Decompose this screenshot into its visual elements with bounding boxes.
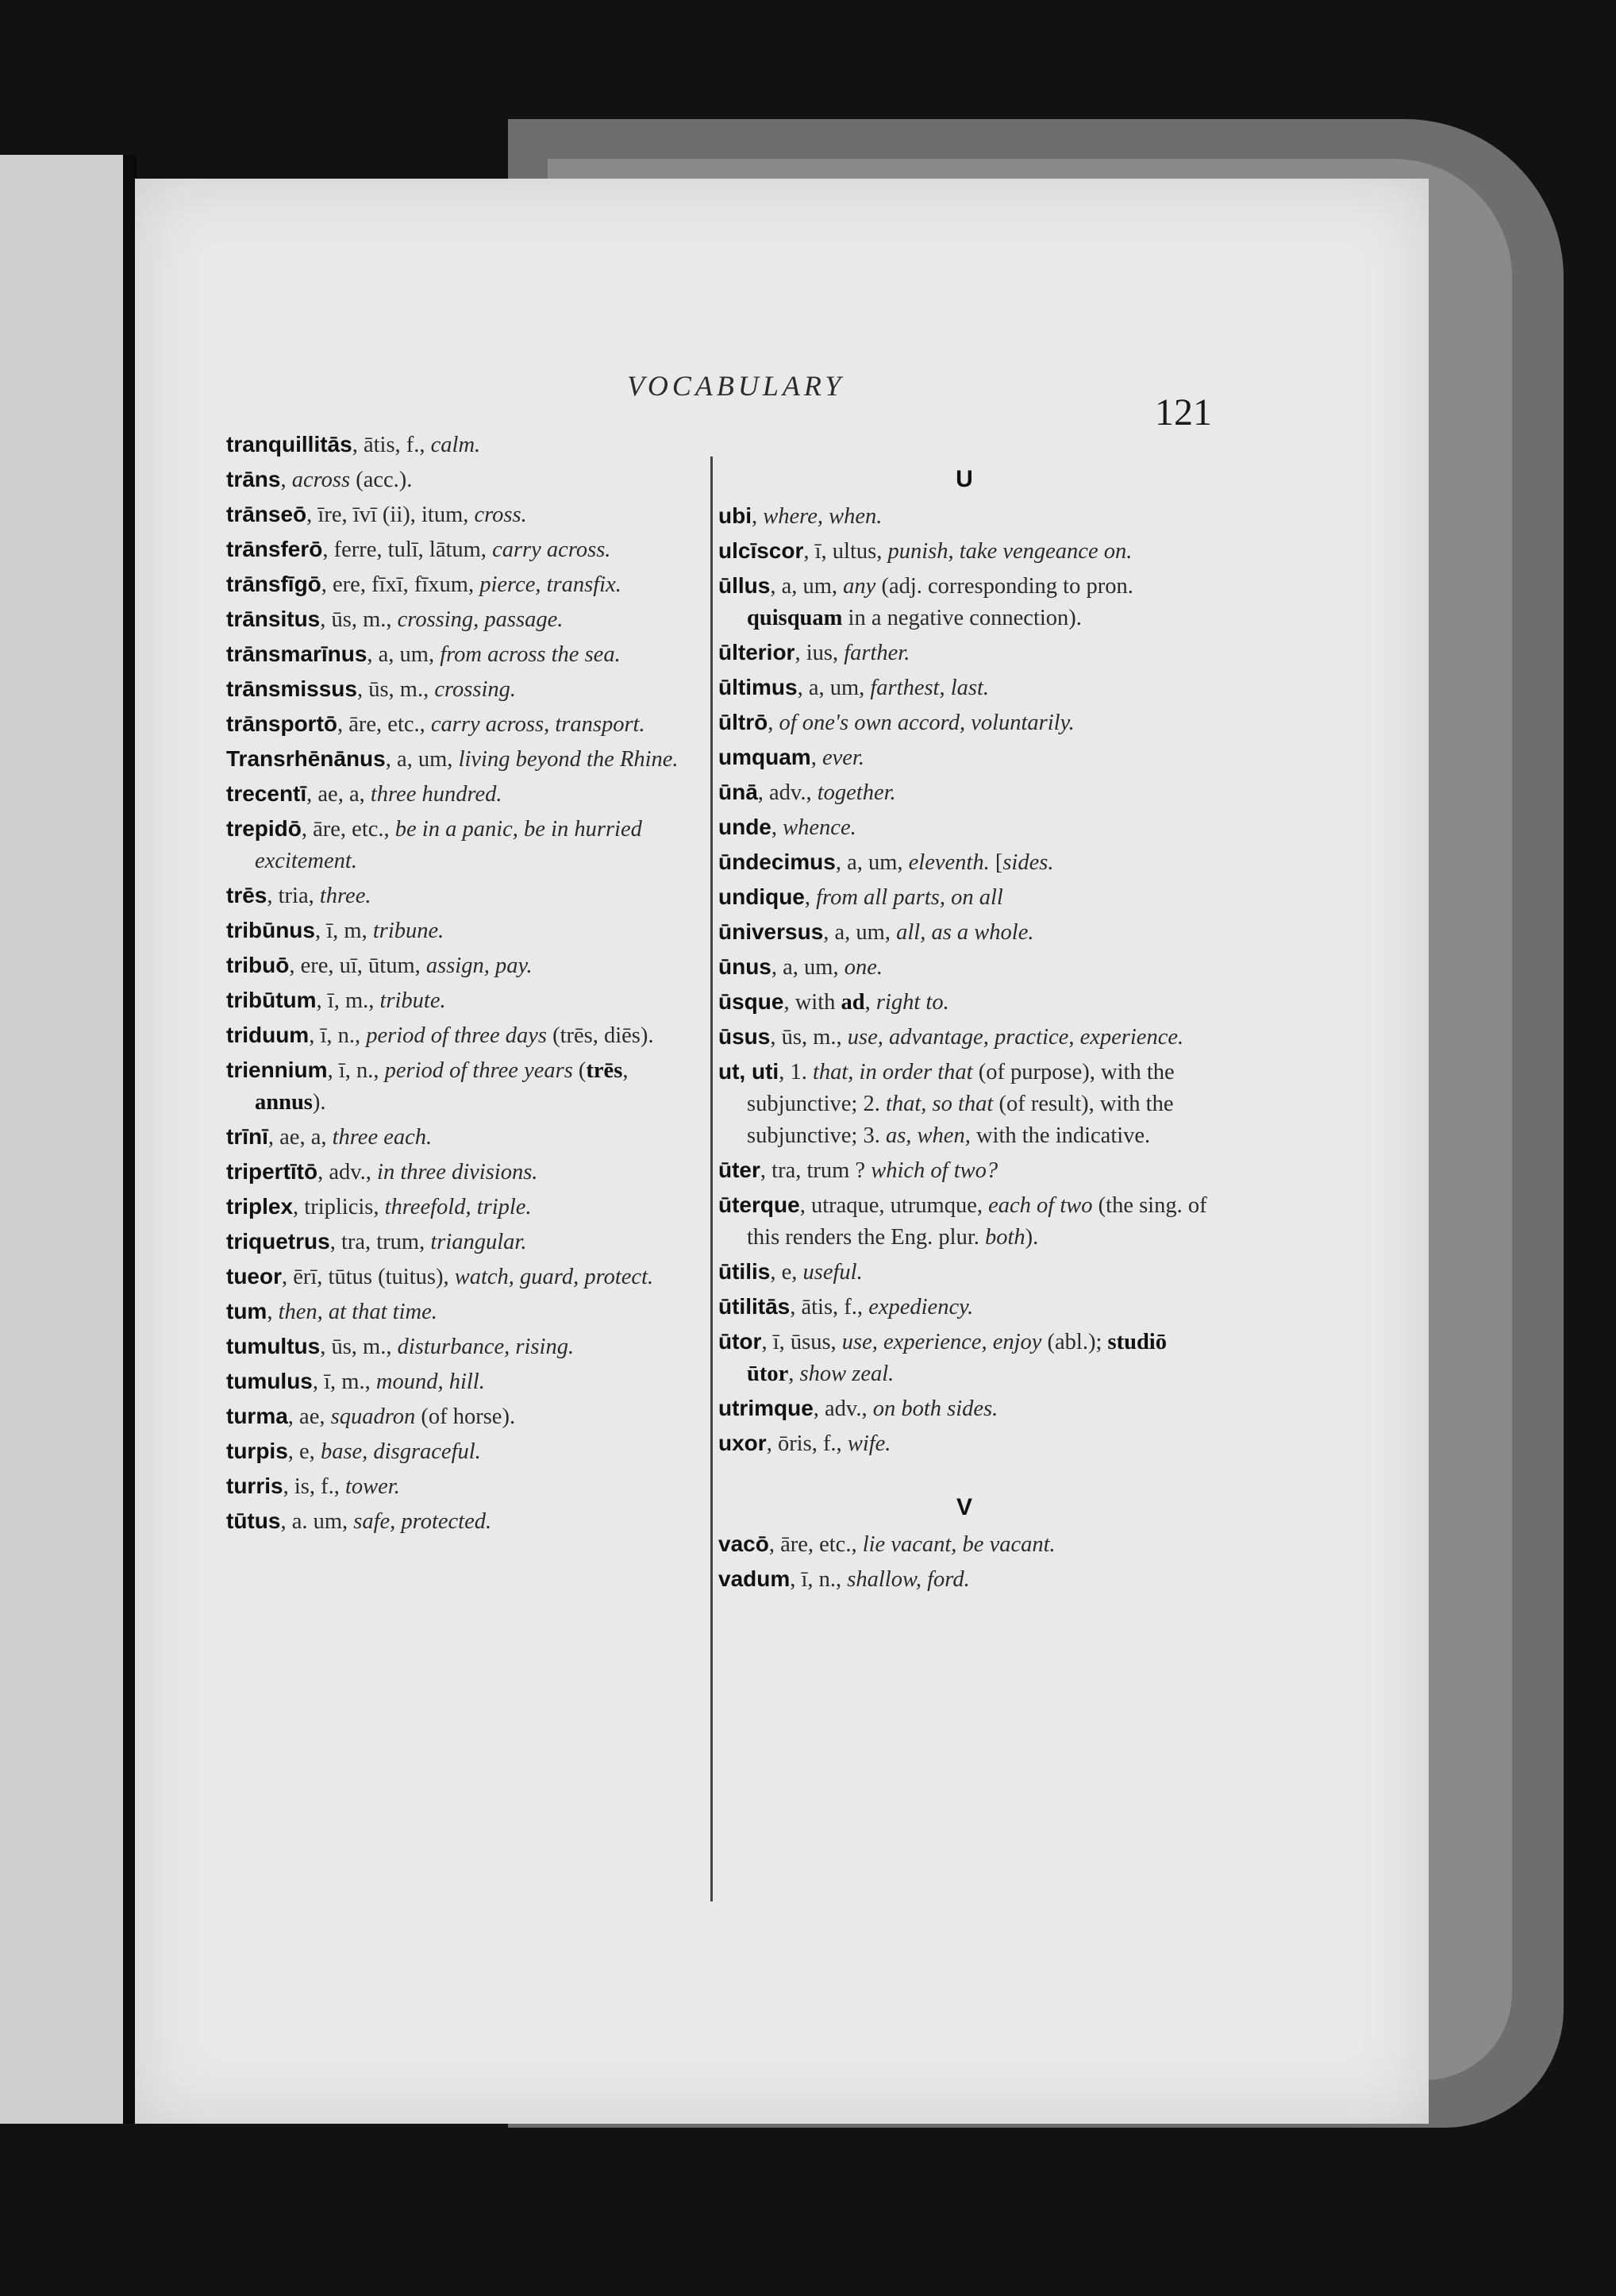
definition-text: from all parts, on all [816,885,1003,910]
definition-text: that, so that [885,1092,994,1116]
right-column [718,460,1210,1598]
headword: ūterque [718,1192,800,1217]
definition-text: wife. [847,1431,891,1456]
definition-text: mound, hill. [375,1370,485,1394]
headword: ūlterior [718,640,795,665]
grammar-text: with the indicative. [970,1123,1151,1148]
vocabulary-entry [718,707,1210,739]
definition-text: one. [844,955,883,980]
headword: triennium [226,1057,328,1082]
vocabulary-entry [226,534,702,566]
definition-text: from across the sea. [440,642,621,667]
vocabulary-entry [226,1296,702,1328]
definition-text: three each. [332,1125,433,1150]
vocabulary-entry [226,568,702,601]
vocabulary-entry [226,1470,702,1503]
headword: ūtor [718,1329,762,1354]
definition-text: as, when, [885,1123,971,1148]
headword: unde [718,815,771,839]
definition-text: on both sides. [872,1396,998,1421]
latin-reference: ad [841,990,865,1015]
vocabulary-entry [718,1154,1210,1187]
definition-text: watch, guard, protect. [454,1265,654,1289]
grammar-text: , ī, ūsus, [761,1330,842,1354]
vocabulary-entry [226,1435,702,1468]
headword: ubi [718,503,752,528]
grammar-text: , a, um, [367,642,441,667]
headword: trepidō [226,816,302,841]
definition-text: three. [319,884,371,908]
grammar-text: , ī, ultus, [803,539,888,564]
headword: triquetrus [226,1229,330,1254]
headword: ūllus [718,573,771,598]
grammar-text: , a. um, [280,1509,354,1534]
headword: trēs [226,883,267,907]
vocabulary-entry [226,1019,702,1052]
definition-text: tribute. [379,988,446,1013]
definition-text: which of two? [871,1158,998,1183]
definition-text: ever. [821,745,864,770]
definition-text: where, when. [763,504,883,529]
grammar-text: , ērī, tūtus (tuitus), [282,1265,455,1289]
vocabulary-entry [226,499,702,531]
headword: tribuō [226,953,290,977]
definition-text: each of two [988,1193,1093,1218]
definition-text: threefold, triple. [384,1195,532,1219]
grammar-text: , [752,504,764,529]
grammar-text: , ī, m, [315,919,373,943]
vocabulary-entry [226,1226,702,1258]
vocabulary-entry [718,881,1210,914]
definition-text: shallow, ford. [847,1567,970,1592]
vocabulary-entry [226,1331,702,1363]
grammar-text: ). [1025,1225,1039,1250]
grammar-text: , with [783,990,841,1015]
definition-text: pierce, transfix. [479,572,621,597]
vocabulary-entry [226,1121,702,1154]
vocabulary-entry [226,429,702,461]
definition-text: then, at that time. [278,1300,437,1324]
grammar-text: [ [989,850,1003,875]
definition-text: use, advantage, practice, experience. [847,1025,1184,1050]
column-rule [710,457,713,1901]
headword: tūtus [226,1508,281,1533]
vocabulary-entry [226,1400,702,1433]
headword: tumultus [226,1334,321,1358]
headword: tribūnus [226,918,315,942]
headword: ūnā [718,780,758,804]
vocabulary-entry [226,813,702,877]
vocabulary-entry [718,916,1210,949]
headword: ūnus [718,954,771,979]
latin-reference: annus [255,1090,313,1115]
definition-text: safe, protected. [353,1509,492,1534]
grammar-text: in a negative connection). [842,606,1082,630]
grammar-text: , ferre, tulī, lātum, [322,537,493,562]
grammar-text: , adv., [813,1396,873,1421]
grammar-text: , ūs, m., [320,1335,398,1359]
definition-text: period of three days [366,1023,547,1048]
vocabulary-entry [226,1191,702,1223]
grammar-text: , adv., [757,780,818,805]
grammar-text: , 1. [779,1060,813,1084]
vocabulary-entry [226,1156,702,1188]
vocabulary-entry [718,570,1210,634]
definition-text: of one's own accord, voluntarily. [779,711,1075,735]
grammar-text: , triplicis, [293,1195,385,1219]
headword: utrimque [718,1396,814,1420]
latin-reference: quisquam [747,606,843,630]
definition-text: period of three years [384,1058,573,1083]
grammar-text: (of result), with the subjunctive; 3. [747,1092,1174,1148]
headword: tribūtum [226,988,317,1012]
headword: ūltrō [718,710,768,734]
headword: tranquillitās [226,432,352,457]
headword: ut, uti [718,1059,779,1084]
headword: trānsfīgō [226,572,321,596]
headword: trecentī [226,781,307,806]
definition-text: whence. [783,815,856,840]
headword: vadum [718,1566,791,1591]
definition-text: together. [817,780,896,805]
headword: ūniversus [718,919,824,944]
grammar-text: ). [312,1090,326,1115]
grammar-text: , ae, a, [306,782,371,807]
headword: ūltimus [718,675,798,699]
grammar-text: , ere, fīxī, fīxum, [321,572,480,597]
definition-text: assign, pay. [425,953,533,978]
vocabulary-entry [226,603,702,636]
definition-text: cross. [474,503,527,527]
vocabulary-entry [718,1528,1210,1561]
grammar-text: , [622,1058,629,1083]
definition-text: both [985,1225,1025,1250]
vocabulary-entry [718,1056,1210,1152]
running-title: VOCABULARY [627,370,845,402]
definition-text: be in a panic, be in hurried excitement. [255,817,642,873]
grammar-text: (trēs, diēs). [546,1023,654,1048]
grammar-text: , āre, etc., [337,712,431,737]
grammar-text: , ī, n., [309,1023,367,1048]
grammar-text: , a, um, [797,676,871,700]
grammar-text: , tria, [267,884,320,908]
grammar-text: , ātis, f., [352,433,431,457]
vocabulary-entry [718,1021,1210,1054]
grammar-text: (of purpose), with the subjunctive; 2. [747,1060,1175,1116]
vocabulary-entry [226,950,702,982]
grammar-text: , ōris, f., [766,1431,848,1456]
headword: turris [226,1474,283,1498]
headword: ūsque [718,989,784,1014]
definition-text: disturbance, rising. [397,1335,575,1359]
grammar-text: , e, [287,1439,321,1464]
vocabulary-entry [226,778,702,811]
vocabulary-entry [718,1393,1210,1425]
section-letter: V [956,1494,972,1520]
grammar-text: , [864,990,876,1015]
vocabulary-entry [718,1427,1210,1460]
headword: triplex [226,1194,294,1219]
definition-text: across [291,468,351,492]
grammar-text: , ī, m., [312,1370,376,1394]
headword: umquam [718,745,811,769]
definition-text: farthest, last. [870,676,990,700]
grammar-text: , ius, [795,641,845,665]
grammar-text: , ī, n., [327,1058,385,1083]
grammar-text: , ūs, m., [770,1025,848,1050]
left-page-edge [0,155,131,2124]
vocabulary-entry [226,743,702,776]
headword: trānseō [226,502,307,526]
vocabulary-entry [718,811,1210,844]
definition-text: base, disgraceful. [320,1439,481,1464]
vocabulary-entry [718,535,1210,568]
grammar-text: , e, [770,1260,803,1285]
definition-text: punish, take vengeance on. [887,539,1133,564]
vocabulary-entry [226,638,702,671]
latin-reference: studiō ūtor [747,1330,1167,1386]
headword: trānsitus [226,607,321,631]
definition-text: farther. [844,641,910,665]
vocabulary-entry [718,776,1210,809]
headword: ūsus [718,1024,771,1049]
grammar-text: , [788,1362,800,1386]
headword: trānsferō [226,537,323,561]
grammar-text: , ūs, m., [356,677,435,702]
vocabulary-entry [718,672,1210,704]
vocabulary-entry [226,464,702,496]
definition-text: all, as a whole. [896,920,1034,945]
headword: ūtilis [718,1259,771,1284]
vocabulary-entry [226,673,702,706]
grammar-text: (acc.). [350,468,413,492]
vocabulary-entry [718,846,1210,879]
definition-text: right to. [875,990,949,1015]
definition-text: show zeal. [799,1362,895,1386]
definition-text: in three divisions. [377,1160,538,1185]
headword: tumulus [226,1369,313,1393]
grammar-text: , [810,745,822,770]
definition-text: tribune. [372,919,444,943]
definition-text: any [843,574,876,599]
grammar-text: , ūs, m., [320,607,398,632]
headword: ūndecimus [718,849,836,874]
grammar-text: , adv., [317,1160,378,1185]
grammar-text: , a, um, [823,920,897,945]
definition-text: crossing, passage. [397,607,564,632]
vocabulary-entry [226,708,702,741]
definition-text: sides. [1002,850,1054,875]
headword: uxor [718,1431,767,1455]
grammar-text: , [280,468,292,492]
vocabulary-entry [718,1563,1210,1596]
grammar-text: (adj. corresponding to pron. [875,574,1133,599]
vocabulary-entry [718,637,1210,669]
vocabulary-entry [718,1189,1210,1254]
grammar-text: (abl.); [1041,1330,1108,1354]
vocabulary-entry [718,986,1210,1019]
grammar-text: , ī, n., [790,1567,848,1592]
grammar-text: , [804,885,817,910]
definition-text: crossing. [434,677,517,702]
headword: ulcīscor [718,538,804,563]
headword: triduum [226,1023,310,1047]
vocabulary-entry [226,1261,702,1293]
grammar-text: , [771,815,783,840]
grammar-text: , ātis, f., [790,1295,869,1319]
vocabulary-entry [718,1256,1210,1289]
grammar-text: , ae, [287,1404,331,1429]
headword: trānsmarīnus [226,641,367,666]
grammar-text: , a, um, [770,574,844,599]
definition-text: useful. [802,1260,863,1285]
grammar-text: (of horse). [415,1404,516,1429]
latin-reference: trēs [586,1058,623,1083]
vocabulary-entry [718,1326,1210,1390]
headword: ūtilitās [718,1294,791,1319]
grammar-text: , ae, a, [267,1125,333,1150]
vocabulary-entry [718,742,1210,774]
vocabulary-entry [226,915,702,947]
headword: undique [718,884,805,909]
headword: tueor [226,1264,282,1289]
definition-text: that, in order that [812,1060,973,1084]
definition-text: tower. [344,1474,400,1499]
page-number: 121 [1155,391,1212,433]
grammar-text: , tra, trum, [329,1230,431,1254]
vocabulary-entry [226,1505,702,1538]
vocabulary-entry [718,500,1210,533]
definition-text: triangular. [430,1230,527,1254]
headword: trāns [226,467,281,491]
headword: trīnī [226,1124,268,1149]
grammar-text: (the sing. of this renders the Eng. plur. [747,1193,1207,1250]
definition-text: lie vacant, be vacant. [862,1532,1056,1557]
grammar-text: , ere, uī, ūtum, [289,953,426,978]
vocabulary-entry [718,951,1210,984]
grammar-text: , āre, etc., [768,1532,863,1557]
headword: tripertītō [226,1159,318,1184]
grammar-text: , tra, trum ? [760,1158,871,1183]
vocabulary-entry [226,1366,702,1398]
headword: turma [226,1404,288,1428]
definition-text: expediency. [868,1295,974,1319]
headword: turpis [226,1439,288,1463]
grammar-text: , [768,711,779,735]
grammar-text: , a, um, [835,850,909,875]
definition-text: calm. [430,433,481,457]
definition-text: living beyond the Rhine. [458,747,679,772]
grammar-text: , āre, etc., [301,817,395,842]
grammar-text: , īre, īvī (ii), itum, [306,503,475,527]
grammar-text: , a, um, [385,747,459,772]
definition-text: carry across. [492,537,611,562]
definition-text: squadron [330,1404,416,1429]
vocabulary-entry [226,1054,702,1119]
grammar-text: , utraque, utrumque, [799,1193,989,1218]
grammar-text: ( [572,1058,587,1083]
headword: trānsportō [226,711,337,736]
vocabulary-entry [718,1291,1210,1323]
headword: Transrhēnānus [226,746,386,771]
headword: trānsmissus [226,676,357,701]
headword: tum [226,1299,267,1323]
grammar-text: , [267,1300,279,1324]
headword: vacō [718,1531,769,1556]
headword: ūter [718,1158,760,1182]
vocabulary-entry [226,880,702,912]
left-column [226,429,702,1540]
grammar-text: , ī, m., [316,988,380,1013]
definition-text: eleventh. [908,850,990,875]
grammar-text: , is, f., [283,1474,345,1499]
definition-text: three hundred. [370,782,502,807]
vocabulary-entry [226,984,702,1017]
grammar-text: , a, um, [771,955,845,980]
definition-text: use, experience, enjoy [841,1330,1042,1354]
definition-text: carry across, transport. [430,712,645,737]
section-letter: U [956,466,973,492]
